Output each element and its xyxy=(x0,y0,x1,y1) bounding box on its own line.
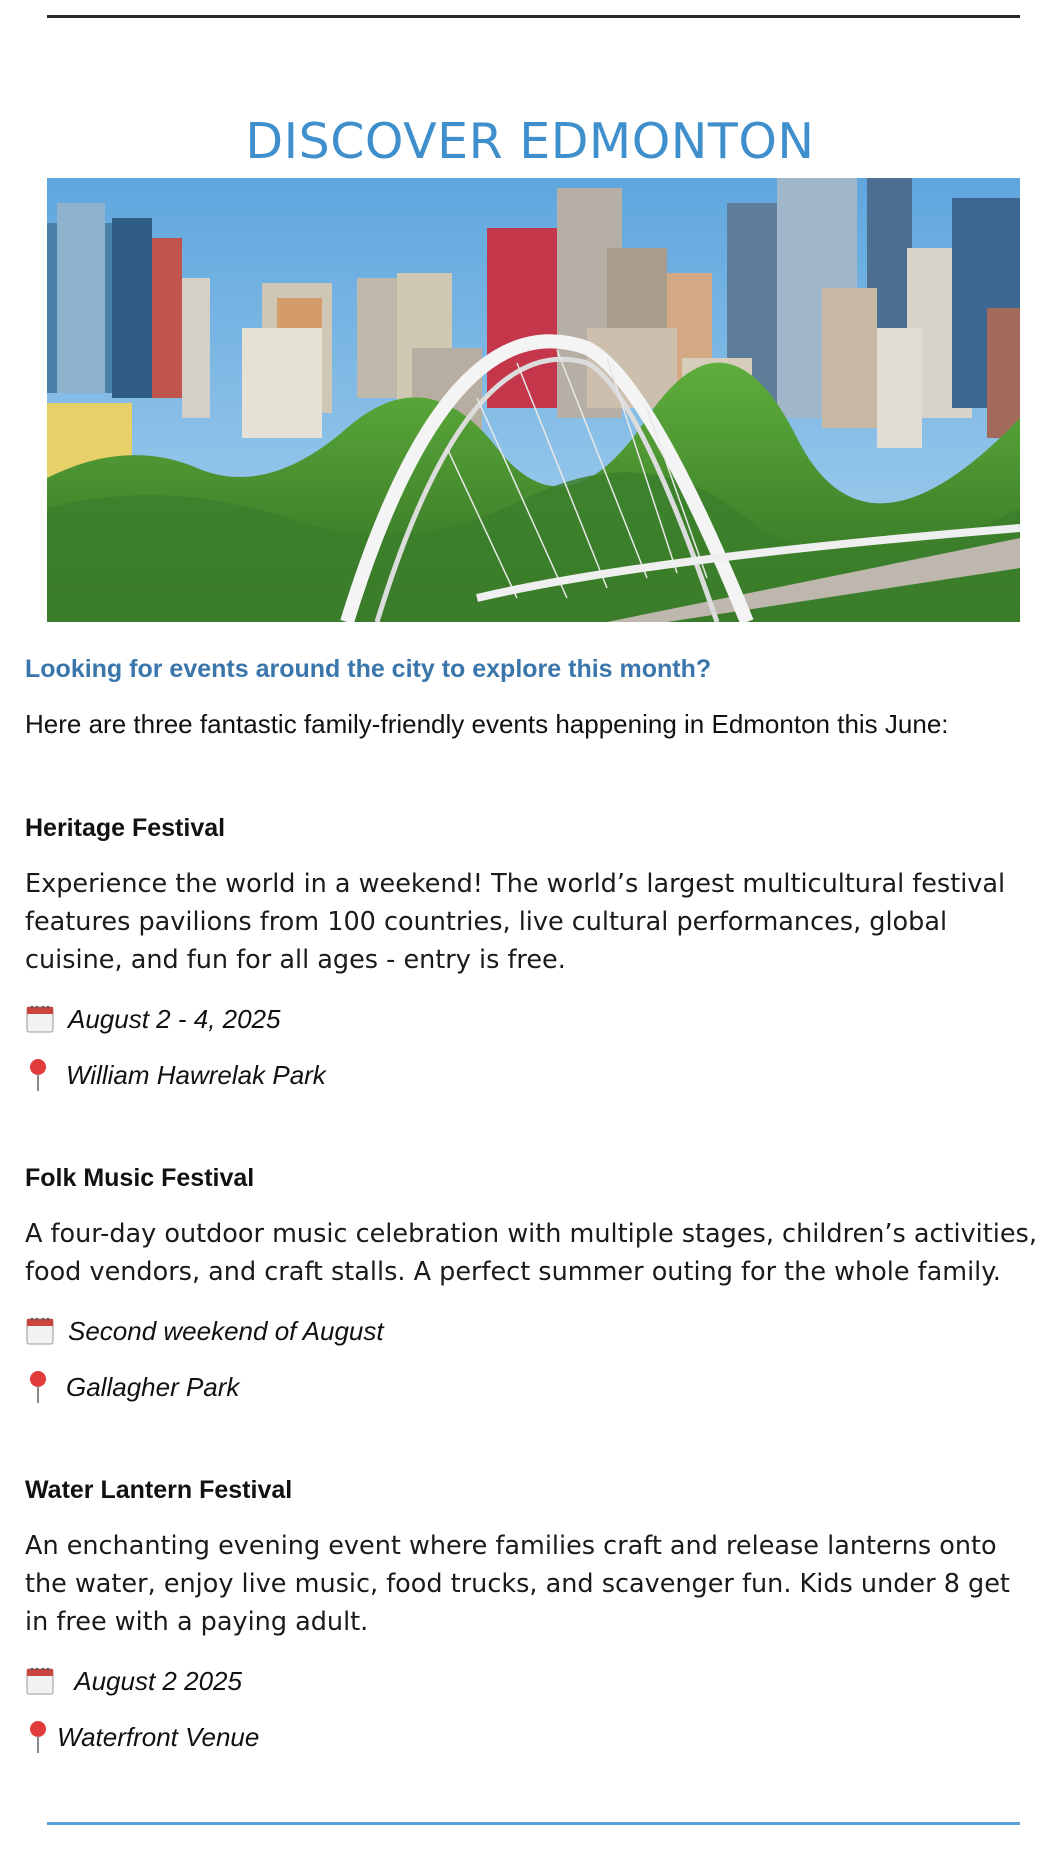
event-folk-music-festival xyxy=(25,1164,1040,1407)
event-location-text: Waterfront Venue xyxy=(57,1721,260,1752)
event-description: Experience the world in a weekend! The world’s largest multicultural festival features pavilions from 100 countries, live cultural performances, global cuisine, and fun for all ages - entry is free. xyxy=(25,869,1006,975)
event-location-text: William Hawrelak Park xyxy=(66,1059,326,1090)
event-location xyxy=(25,1717,1040,1757)
bottom-divider xyxy=(47,1822,1020,1825)
pin-icon xyxy=(25,1058,51,1092)
calendar-icon xyxy=(25,1666,55,1696)
top-divider xyxy=(47,15,1020,18)
hero-image-edmonton-skyline xyxy=(47,178,1020,622)
calendar-icon xyxy=(25,1316,55,1346)
calendar-icon xyxy=(25,1004,55,1034)
event-heritage-festival xyxy=(25,814,1040,1095)
event-title: Folk Music Festival xyxy=(25,1164,255,1192)
page-title: DISCOVER EDMONTON xyxy=(245,112,815,170)
event-water-lantern-festival xyxy=(25,1476,1040,1757)
event-title: Water Lantern Festival xyxy=(25,1476,293,1504)
event-date-text: August 2 2025 xyxy=(68,1665,242,1696)
event-date xyxy=(25,1661,1040,1701)
event-date-text: August 2 - 4, 2025 xyxy=(68,1003,281,1034)
event-date-text: Second weekend of August xyxy=(68,1315,384,1346)
event-location xyxy=(25,1055,1040,1095)
event-location xyxy=(25,1367,1040,1407)
event-title: Heritage Festival xyxy=(25,814,226,842)
intro-question: Looking for events around the city to explore this month? xyxy=(25,655,712,683)
event-description: A four-day outdoor music celebration with multiple stages, children’s activities, food vendors, and craft stalls. A perfect summer outing for the whole family. xyxy=(25,1219,1037,1287)
intro-text: Here are three fantastic family-friendly events happening in Edmonton this June: xyxy=(25,709,949,739)
event-date xyxy=(25,1311,1040,1351)
event-location-text: Gallagher Park xyxy=(66,1371,240,1402)
pin-icon xyxy=(25,1370,51,1404)
event-date xyxy=(25,999,1040,1039)
event-description: An enchanting evening event where families craft and release lanterns onto the water, enjoy live music, food trucks, and scavenger fun. Kids under 8 get in free with a paying adult. xyxy=(25,1531,1010,1637)
pin-icon xyxy=(25,1720,51,1754)
